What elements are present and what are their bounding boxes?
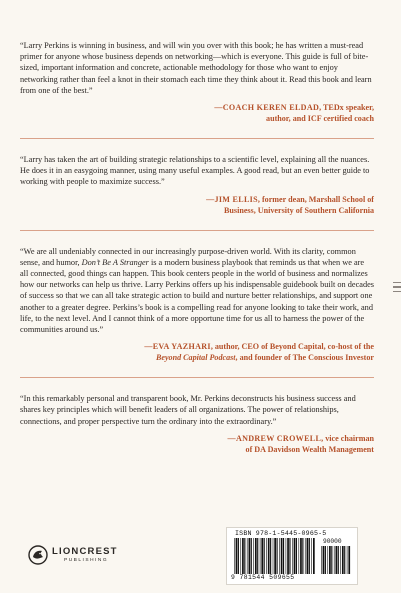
book-title: Don’t Be A Stranger bbox=[81, 257, 149, 267]
lion-logo-icon bbox=[28, 545, 48, 565]
blurb-attribution bbox=[20, 433, 374, 455]
ean-number: 9 781544 509655 bbox=[231, 574, 295, 581]
blurb-role: author, and ICF certified coach bbox=[266, 114, 374, 124]
blurb-role: , vice chairman bbox=[321, 433, 374, 443]
divider bbox=[20, 138, 374, 139]
quote-text: is a modern business playbook that reminds us that when we are all connected, good things can happen. This book centers people in the world of business and normalizes how our networks can help us thrive. Larry Perkins offers up his indispensable guidebook built on decades of success so that we can all take strategic action to build and nurture better relationships, and support one another to a greater degree. Perkins’s book is a compelling read for anyone looking to take their work, and life, to the next level. And I cannot think of a more opportune time for us all to harness the power of the communities around us.” bbox=[20, 257, 375, 335]
blurb-role: of DA Davidson Wealth Management bbox=[245, 444, 374, 454]
addon-number: 90000 bbox=[323, 538, 342, 545]
publisher-sub: PUBLISHING bbox=[64, 558, 109, 563]
blurb-attribution bbox=[20, 194, 374, 216]
blurb-quote: “Larry has taken the art of building strategic relationships to a scientific level, explaining all the nuances. He does it in an easygoing manner, using many useful examples. A good read, but an even better guide to working with people to maximize success.” bbox=[20, 155, 370, 187]
blurb-role: , author, CEO of Beyond Capital, co-host of the bbox=[210, 342, 374, 352]
blurb-role: , former dean, Marshall School of bbox=[257, 194, 374, 204]
blurb-quote: “Larry Perkins is winning in business, and will win you over with this book; he has written a must-read primer for anyone whose business depends on networking—which is everyone. This guide is full of bite-sized, important information and concrete, actionable methodology for those who want to enjoy networking rather than feel a knot in their stomach each time they think about it. Read this book and learn from one of the best.” bbox=[20, 41, 372, 95]
spine-marks bbox=[393, 282, 401, 295]
blurb-author: —ANDREW CROWELL bbox=[227, 433, 322, 443]
blurb-author: —COACH KEREN ELDAD bbox=[214, 103, 320, 113]
ean-bars-icon bbox=[234, 538, 316, 574]
blurb-role-rest: , and founder of The Conscious Investor bbox=[235, 353, 374, 363]
isbn-barcode bbox=[226, 527, 358, 585]
blurb-role: , TEDx speaker, bbox=[319, 103, 374, 113]
quote-text: “We are all undeniably connected in our increasingly purpose-driven world. With its clarity, common sense, and humor, bbox=[20, 246, 356, 267]
blurb-author: —JIM ELLIS bbox=[206, 194, 258, 204]
blurb-role: Business, University of Southern California bbox=[224, 205, 374, 215]
blurb-role bbox=[20, 352, 374, 363]
divider bbox=[20, 377, 374, 378]
blurb-crowell bbox=[20, 393, 374, 455]
blurbs-column bbox=[20, 40, 374, 455]
blurb-quote: “In this remarkably personal and transparent book, Mr. Perkins deconstructs his business success and shares key principles which will benefit leaders of all organizations. The power of relationships, connections, and proper perspective turn the ordinary into the extraordinary.” bbox=[20, 394, 356, 426]
blurb-attribution bbox=[20, 102, 374, 124]
publisher-name: LIONCREST bbox=[52, 546, 118, 557]
blurb-author: —EVA YAZHARI bbox=[144, 342, 211, 352]
addon-bars-icon bbox=[321, 546, 351, 574]
isbn-number: ISBN 978-1-5445-0965-5 bbox=[235, 530, 327, 537]
blurb-quote bbox=[20, 246, 374, 336]
divider bbox=[20, 230, 374, 231]
blurb-eldad bbox=[20, 40, 374, 124]
podcast-title: Beyond Capital Podcast bbox=[155, 353, 236, 363]
blurb-ellis bbox=[20, 154, 374, 216]
blurb-attribution bbox=[20, 341, 374, 363]
blurb-yazhari bbox=[20, 246, 374, 364]
publisher-logo bbox=[28, 543, 123, 569]
